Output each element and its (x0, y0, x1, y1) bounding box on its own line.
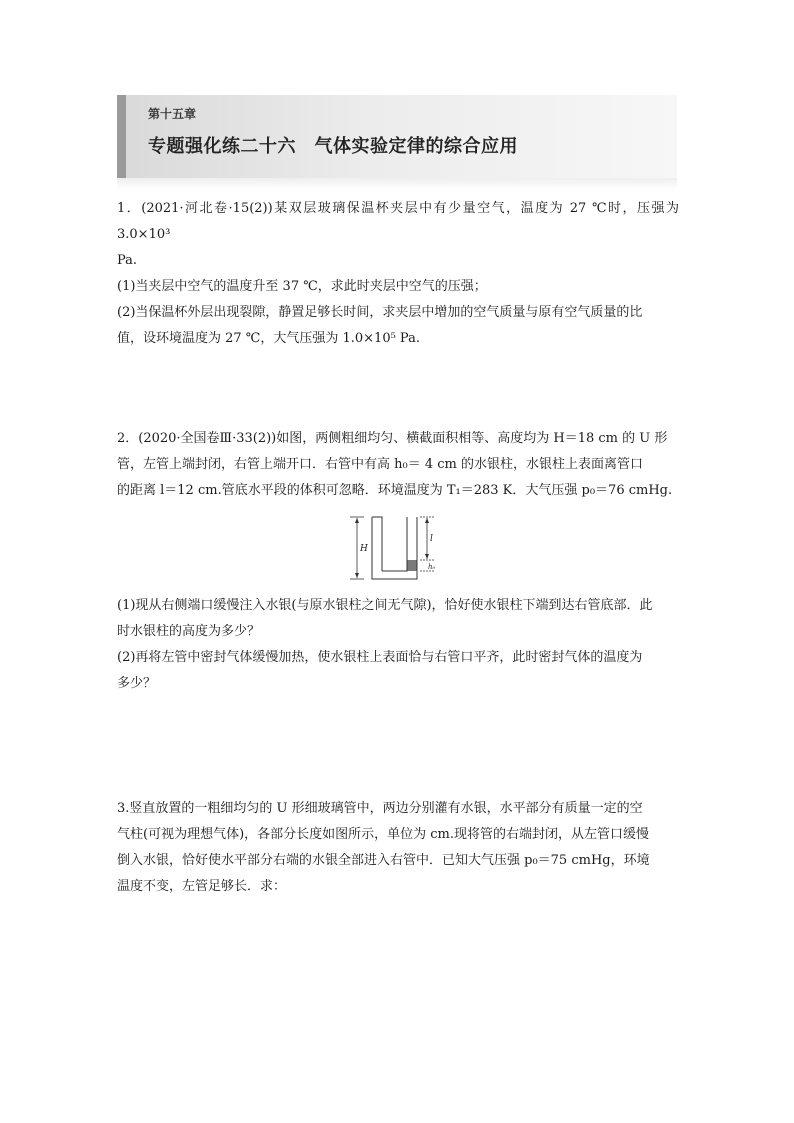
mercury-column (408, 560, 417, 571)
q1-line-2: Pa. (117, 253, 138, 268)
header-shadow (117, 178, 677, 190)
question-2 (117, 426, 679, 504)
q1-line-3: (1)当夹层中空气的温度升至 37 ℃，求此时夹层中空气的压强； (117, 279, 487, 294)
q1-line-1: 1．(2021·河北卷·15(2))某双层玻璃保温杯夹层中有少量空气，温度为 27 ℃时，压强为 3.0×10³ (117, 201, 679, 242)
q1-line-5: 值，设环境温度为 27 ℃，大气压强为 1.0×10⁵ Pa. (117, 331, 420, 346)
q1-line-4: (2)当保温杯外层出现裂隙，静置足够长时间，求夹层中增加的空气质量与原有空气质量的比 (117, 305, 643, 320)
q2-line-7: 多少？ (117, 676, 157, 691)
chapter-header (117, 95, 677, 178)
q3-line-2: 气柱(可视为理想气体)，各部分长度如图所示，单位为 cm.现将管的右端封闭，从左管口缓慢 (117, 827, 650, 842)
q3-line-4: 温度不变，左管足够长．求： (117, 879, 287, 894)
q2-line-3: 的距离 l＝12 cm.管底水平段的体积可忽略．环境温度为 T₁＝283 K．大气压强 p₀＝76 cmHg. (117, 483, 673, 498)
q3-line-1: 3.竖直放置的一粗细均匀的 U 形细玻璃管中，两边分别灌有水银，水平部分有质量一定的空 (117, 801, 643, 816)
chapter-label: 第十五章 (148, 107, 197, 121)
u-tube-figure (350, 513, 450, 583)
q2-line-2: 管，左管上端封闭，右管上端开口．右管中有高 h₀＝ 4 cm 的水银柱，水银柱上表面离管口 (117, 457, 643, 472)
label-l: l (430, 534, 433, 544)
q2-line-4: (1)现从右侧端口缓慢注入水银(与原水银柱之间无气隙)，恰好使水银柱下端到达右管底部．此 (117, 598, 653, 613)
label-H: H (360, 544, 368, 554)
q3-line-3: 倒入水银，恰好使水平部分右端的水银全部进入右管中．已知大气压强 p₀＝75 cmHg，环境 (117, 853, 650, 868)
q2-line-6: (2)再将左管中密封气体缓慢加热，使水银柱上表面恰与右管口平齐，此时密封气体的温度为 (117, 650, 643, 665)
question-1 (117, 196, 679, 352)
question-2-parts (117, 593, 679, 697)
header-accent-bar (117, 95, 126, 178)
question-3 (117, 796, 679, 900)
page-title: 专题强化练二十六 气体实验定律的综合应用 (148, 136, 518, 157)
q2-line-1: 2．(2020·全国卷Ⅲ·33(2))如图，两侧粗细均匀、横截面积相等、高度均为 H＝18 cm 的 U 形 (117, 431, 668, 446)
q2-line-5: 时水银柱的高度为多少？ (117, 624, 261, 639)
label-h0: h₀ (428, 563, 436, 571)
